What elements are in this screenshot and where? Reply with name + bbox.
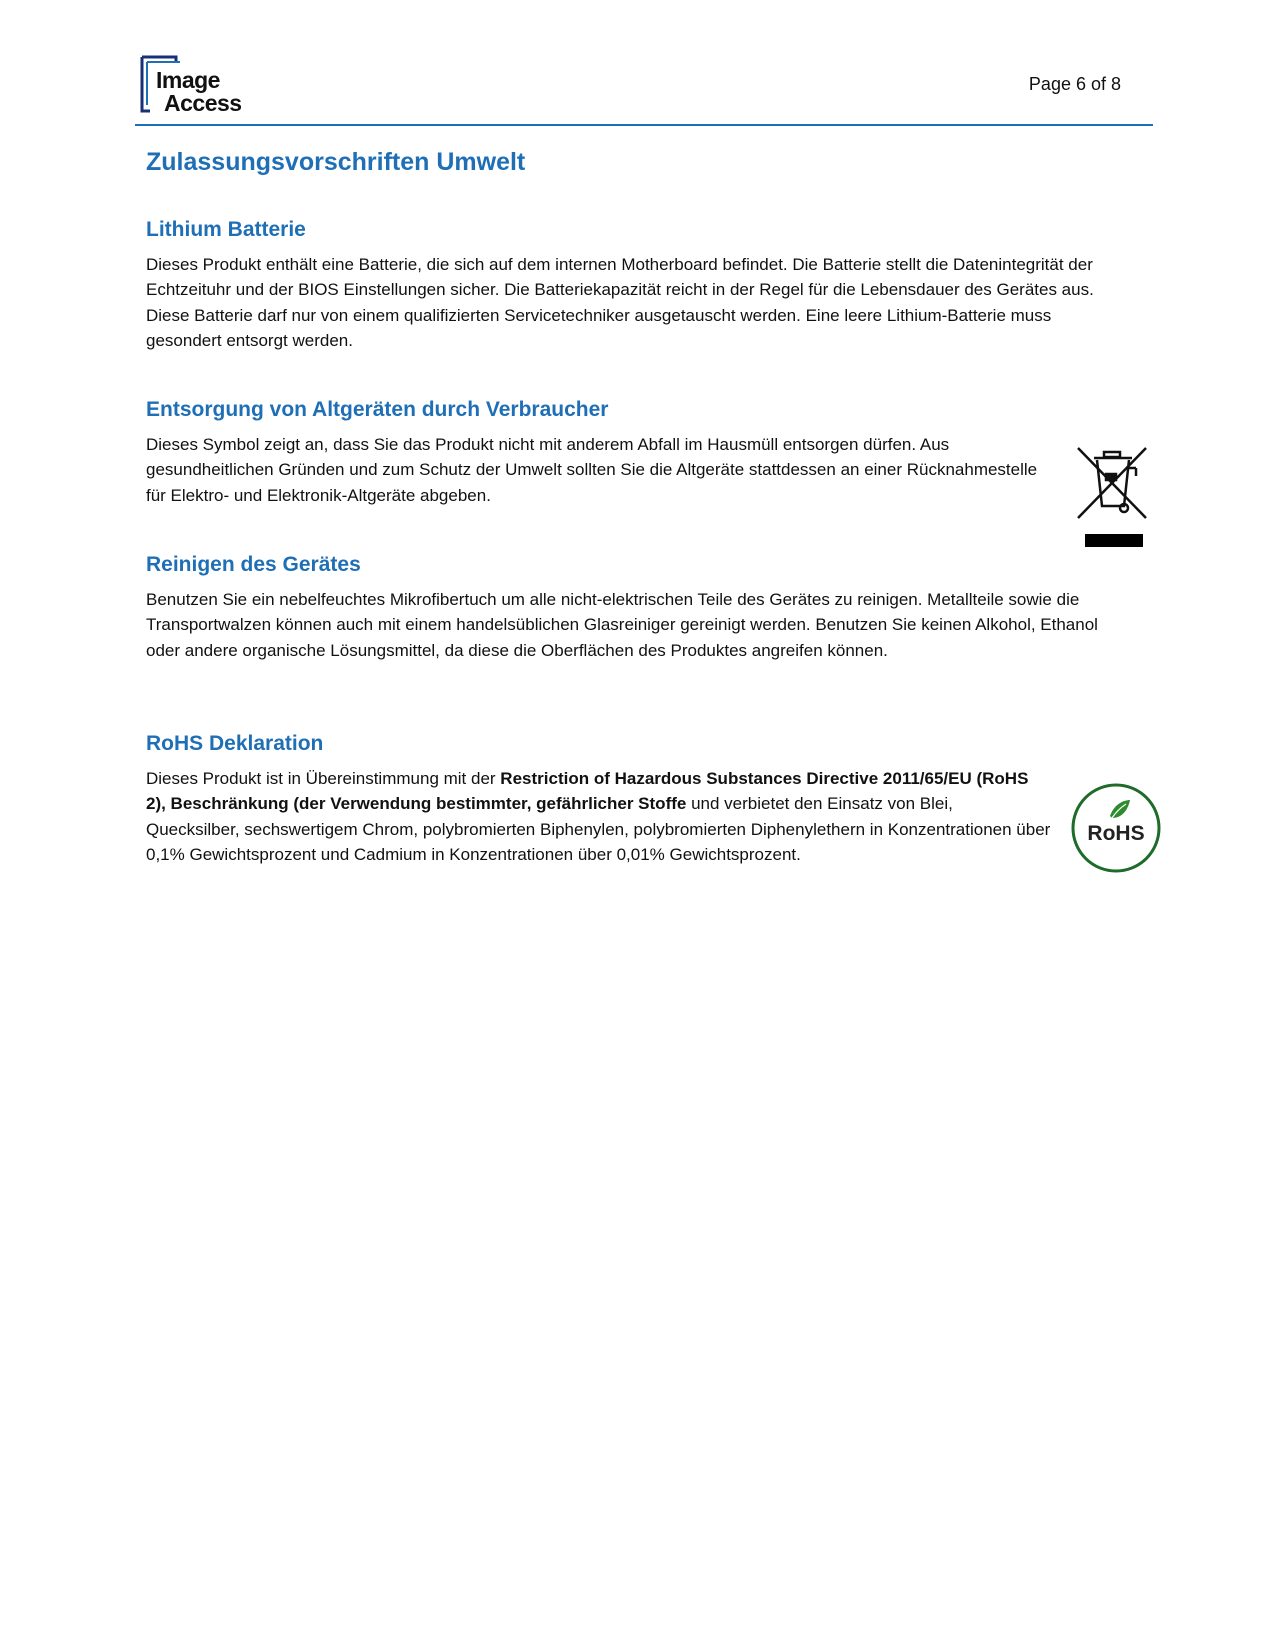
page-number: Page 6 of 8 bbox=[1028, 74, 1121, 94]
page-title: Zulassungsvorschriften Umwelt bbox=[146, 148, 526, 176]
section-lithium-battery bbox=[146, 218, 1106, 353]
logo-line-2: Access bbox=[164, 90, 242, 116]
logo-line-1: Image bbox=[156, 67, 220, 93]
header-divider bbox=[135, 124, 1153, 126]
section-heading: Reinigen des Gerätes bbox=[146, 553, 361, 576]
section-text: Dieses Symbol zeigt an, dass Sie das Produkt nicht mit anderem Abfall im Hausmüll entsorgen dürfen. Aus gesundheitlichen Gründen und zum Schutz der Umwelt sollten Sie die Altgeräte stattdessen an einer Rücknahmestelle für Elektro- und Elektronik-Altgeräte abgeben. bbox=[146, 435, 1038, 505]
section-rohs bbox=[146, 732, 1106, 867]
section-cleaning bbox=[146, 553, 1106, 663]
section-heading: Entsorgung von Altgeräten durch Verbraucher bbox=[146, 398, 609, 421]
section-text: Dieses Produkt enthält eine Batterie, die sich auf dem internen Motherboard befindet. Die Batterie stellt die Datenintegrität der Echtzeituhr und der BIOS Einstellungen sicher. Die Batteriekapazität reicht in der Regel für die Lebensdauer des Gerätes aus. Diese Batterie darf nur von einem qualifizierten Servicetechniker ausgetauscht werden. Eine leere Lithium-Batterie muss gesondert entsorgt werden. bbox=[146, 255, 1094, 350]
section-text: Benutzen Sie ein nebelfeuchtes Mikrofibertuch um alle nicht-elektrischen Teile des Gerätes zu reinigen. Metallteile sowie die Transportwalzen können auch mit einem handelsüblichen Glasreiniger gereinigt werden. Benutzen Sie keinen Alkohol, Ethanol oder andere organische Lösungsmittel, da diese die Oberflächen des Produktes angreifen können. bbox=[146, 590, 1098, 660]
weee-crossed-bin-icon bbox=[1076, 446, 1154, 550]
rohs-text-bold: Restriction of Hazardous Substances Directive 2011/65/EU (RoHS 2), Beschränkung (der Verwendung bestimmter, gefährlicher Stoffe bbox=[146, 769, 1029, 814]
rohs-logo-icon bbox=[1068, 780, 1164, 876]
section-text bbox=[146, 766, 1051, 867]
section-disposal bbox=[146, 398, 1106, 508]
section-heading: RoHS Deklaration bbox=[146, 732, 324, 755]
rohs-text-prefix: Dieses Produkt ist in Übereinstimmung mit der bbox=[146, 769, 501, 788]
company-logo bbox=[140, 55, 260, 117]
rohs-logo-text: RoHS bbox=[1087, 822, 1145, 845]
rohs-text-suffix: und verbietet den Einsatz von Blei, Quecksilber, sechswertigem Chrom, polybromierten Biphenylen, polybromierten Diphenylethern in Konzentrationen über 0,1% Gewichtsprozent und Cadmium in Konzentrationen über 0,01% Gewichtsprozent. bbox=[146, 794, 1051, 864]
section-heading: Lithium Batterie bbox=[146, 218, 306, 241]
